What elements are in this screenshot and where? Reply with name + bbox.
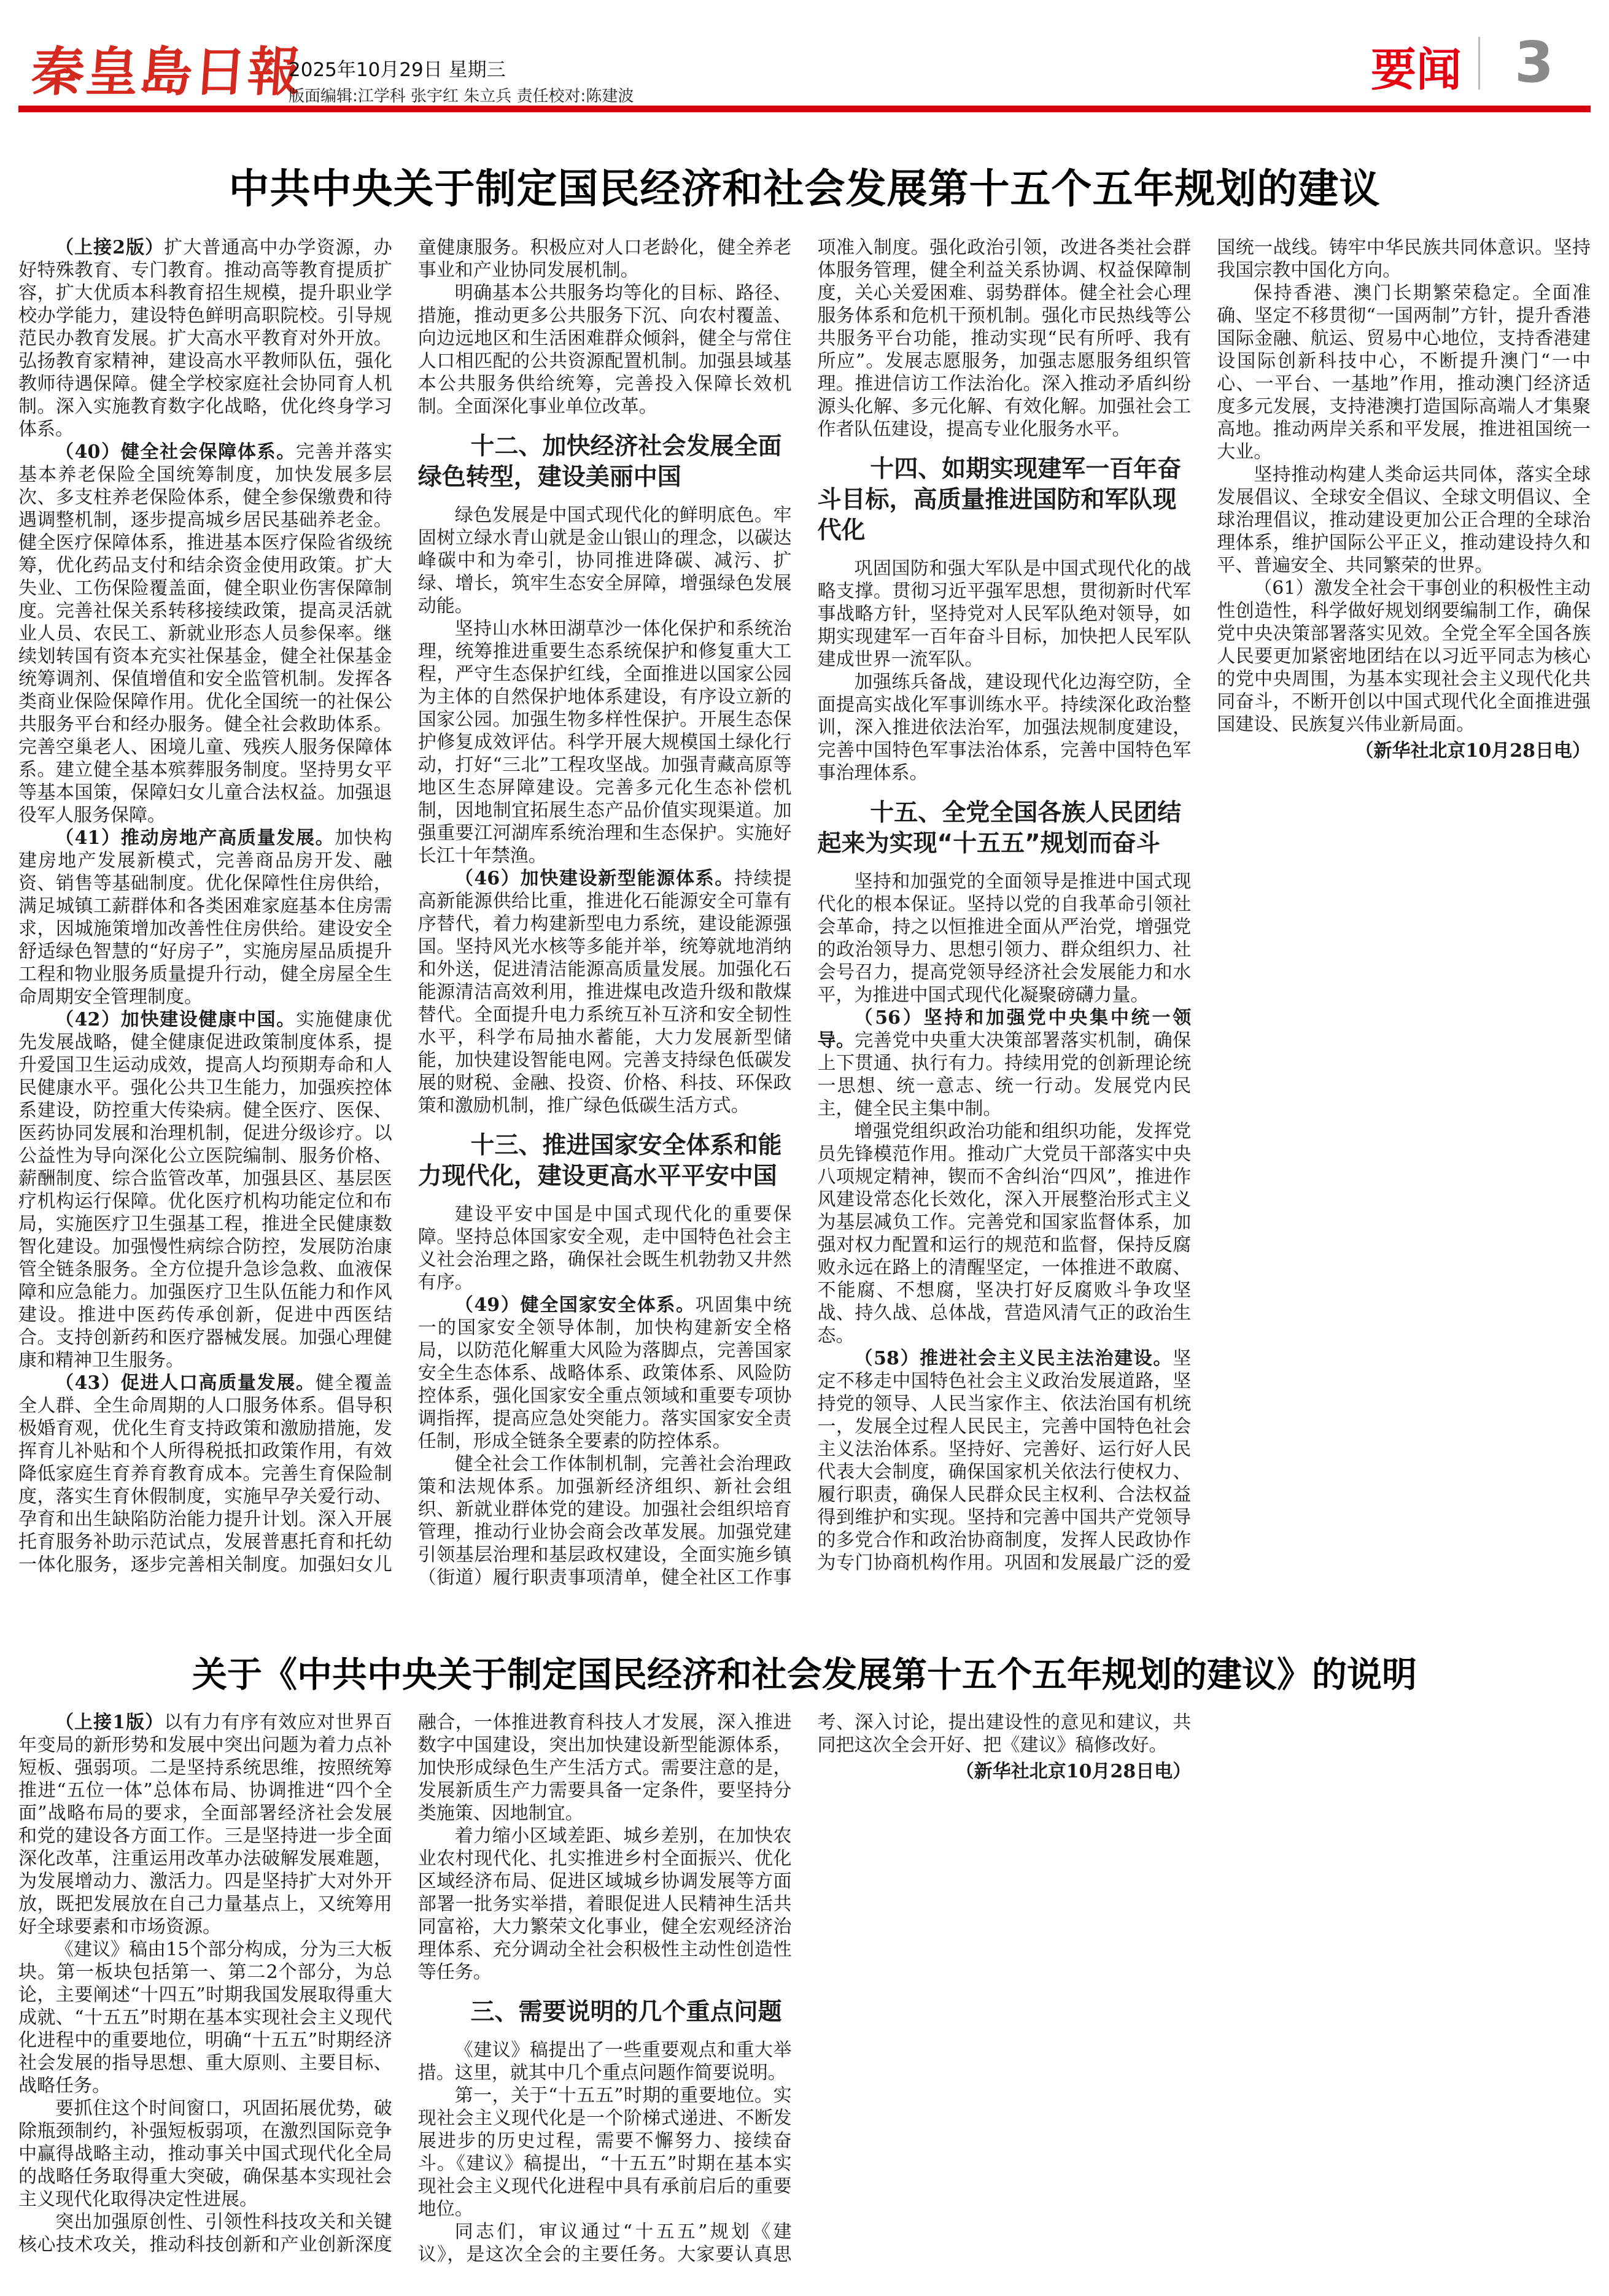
paragraph: 增强党组织政治功能和组织功能，发挥党员先锋模范作用。推动广大党员干部落实中央八项规定精神，锲而不舍纠治“四风”，推进作风建设常态化长效化，深入开展整治形式主义为基层减负工作。完善党和国家监督体系，加强对权力配置和运行的规范和监督，保持反腐败永远在路上的清醒坚定，一体推进不敢腐、不能腐、不想腐，坚决打好反腐败斗争攻坚战、持久战、总体战，营造风清气正的政治生态。 bbox=[817, 1121, 1192, 1347]
paragraph-lead: （43）促进人口高质量发展。 bbox=[55, 1372, 316, 1394]
section-heading: 十二、加快经济社会发展全面绿色转型，建设美丽中国 bbox=[417, 433, 782, 491]
paragraph-lead: （49）健全国家安全体系。 bbox=[454, 1294, 696, 1316]
paragraph: 明确基本公共服务均等化的目标、路径、措施，推动更多公共服务下沉、向农村覆盖、向边远地区和生活困难群众倾斜，健全与常住人口相匹配的公共资源配置机制。加强县域基本公共服务供给统筹，完善投入保障长效机制。全面深化事业单位改革。 bbox=[417, 282, 792, 417]
header-divider bbox=[1478, 37, 1480, 90]
article1-body bbox=[18, 236, 1591, 1590]
paragraph: 坚持山水林田湖草沙一体化保护和系统治理，统筹推进重要生态系统保护和修复重大工程，严守生态保护红线，全面推进以国家公园为主体的自然保护地体系建设，有序设立新的国家公园。加强生物多样性保护。开展生态保护修复成效评估。科学开展大规模国土绿化行动，打好“三北”工程攻坚战。加强青藏高原等地区生态屏障建设。完善多元化生态补偿机制，因地制宜拓展生态产品价值实现渠道。加强重要江河湖库系统治理和生态保护。实施好长江十年禁渔。 bbox=[417, 618, 792, 867]
paragraph-lead: （上接1版） bbox=[55, 1712, 165, 1733]
article2-headline: 关于《中共中央关于制定国民经济和社会发展第十五个五年规划的建议》的说明 bbox=[192, 1654, 1417, 1696]
paragraph-lead: （56）坚持和加强党中央集中统一领导。 bbox=[817, 1007, 1192, 1051]
paragraph: 同志们，审议通过“十五五”规划《建议》，是这次全会的主要任务。大家要认真思考、深入讨论，提出建设性的意见和建议，共同把这次全会开好、把《建议》稿修改好。 bbox=[417, 1712, 1192, 2265]
paragraph: 坚持推动构建人类命运共同体，落实全球发展倡议、全球安全倡议、全球文明倡议、全球治理倡议，推动建设更加公正合理的全球治理体系，维护国际公平正义，推动建设持久和平、普遍安全、共同繁荣的世界。 bbox=[1217, 464, 1591, 576]
article2-body bbox=[18, 1711, 1591, 2271]
section-heading: 十四、如期实现建军一百年奋斗目标，高质量推进国防和军队现代化 bbox=[817, 455, 1182, 544]
paragraph: 绿色发展是中国式现代化的鲜明底色。牢固树立绿水青山就是金山银山的理念，以碳达峰碳中和为牵引，协同推进降碳、减污、扩绿、增长，筑牢生态安全屏障，增强绿色发展动能。 bbox=[417, 504, 792, 617]
paragraph: 第一，关于“十五五”时期的重要地位。实现社会主义现代化是一个阶梯式递进、不断发展进步的历史过程，需要不懈努力、接续奋斗。《建议》稿提出，“十五五”时期在基本实现社会主义现代化进程中具有承前启后的重要地位。 bbox=[417, 2085, 792, 2220]
paragraph-lead: （58）推进社会主义民主法治建设。 bbox=[854, 1348, 1173, 1369]
paragraph: 健全社会工作体制机制，完善社会治理政策和法规体系。加强新经济组织、新社会组织、新就业群体党的建设。加强社会组织培育管理，推动行业协会商会改革发展。加强党建引领基层治理和基层政权建设，全面实施乡镇（街道）履行职责事项清单，健全社区工作事项准入制度。强化政治引领，改进各类社会群体服务管理，健全利益关系协调、权益保障制度，关心关爱困难、弱势群体。健全社会心理服务体系和危机干预机制。强化市民热线等公共服务平台功能，推动实现“民有所呼、我有所应”。发展志愿服务，加强志愿服务组织管理。推进信访工作法治化。深入推动矛盾纠纷源头化解、多元化解、有效化解。加强社会工作者队伍建设，提高专业化服务水平。 bbox=[417, 237, 1192, 1588]
paragraph: （40）健全社会保障体系。完善并落实基本养老保险全国统筹制度，加快发展多层次、多支柱养老保险体系，健全参保缴费和待遇调整机制，逐步提高城乡居民基础养老金。健全医疗保障体系，推进基本医疗保险省级统筹，优化药品支付和结余资金使用政策。扩大失业、工伤保险覆盖面，健全职业伤害保障制度。完善社保关系转移接续政策，提高灵活就业人员、农民工、新就业形态人员参保率。继续划转国有资本充实社保基金，健全社保基金统筹调剂、保值增值和安全监管机制。发挥各类商业保险保障作用。优化全国统一的社保公共服务平台和经办服务。健全社会救助体系。完善空巢老人、困境儿童、残疾人服务保障体系。建立健全基本殡葬服务制度。坚持男女平等基本国策，保障妇女儿童合法权益。加强退役军人服务保障。 bbox=[18, 441, 392, 826]
page-number: 3 bbox=[1514, 29, 1554, 95]
paragraph: 建设平安中国是中国式现代化的重要保障。坚持总体国家安全观，走中国特色社会主义社会治理之路，确保社会既生机勃勃又井然有序。 bbox=[417, 1204, 792, 1293]
section-heading: 十五、全党全国各族人民团结起来为实现“十五五”规划而奋斗 bbox=[817, 799, 1182, 857]
paragraph-lead: （上接2版） bbox=[55, 237, 165, 258]
paragraph: （41）推动房地产高质量发展。加快构建房地产发展新模式，完善商品房开发、融资、销售等基础制度。优化保障性住房供给，满足城镇工薪群体和各类困难家庭基本住房需求，因城施策增加改善性住房供给。建设安全舒适绿色智慧的“好房子”，实施房屋品质提升工程和物业服务质量提升行动，健全房屋全生命周期安全管理制度。 bbox=[18, 827, 392, 1008]
section-heading: 十三、推进国家安全体系和能力现代化，建设更高水平平安中国 bbox=[417, 1132, 782, 1190]
paragraph: 巩固国防和强大军队是中国式现代化的战略支撑。贯彻习近平强军思想，贯彻新时代军事战略方针，坚持党对人民军队绝对领导，如期实现建军一百年奋斗目标，加快把人民军队建成世界一流军队。 bbox=[817, 558, 1192, 670]
section-label: 要闻 bbox=[1371, 44, 1462, 96]
paragraph: （61）激发全社会干事创业的积极性主动性创造性，科学做好规划纲要编制工作，确保党中央决策部署落实见效。全党全军全国各族人民要更加紧密地团结在以习近平同志为核心的党中央周围，为基本实现社会主义现代化共同奋斗，不断开创以中国式现代化全面推进强国建设、民族复兴伟业新局面。 bbox=[1217, 578, 1591, 735]
paragraph: （49）健全国家安全体系。巩固集中统一的国家安全领导体制，加快构建新安全格局，以防范化解重大风险为落脚点，完善国家安全生态体系、战略体系、政策体系、风险防控体系，强化国家安全重点领域和重要专项协调指挥，提高应急处突能力。落实国家安全责任制，形成全链条全要素的防控体系。 bbox=[417, 1294, 792, 1452]
paragraph-lead: （42）加快建设健康中国。 bbox=[55, 1009, 296, 1030]
paragraph: 《建议》稿由15个部分构成，分为三大板块。第一板块包括第一、第二2个部分，为总论，主要阐述“十四五”时期我国发展取得重大成就、“十五五”时期在基本实现社会主义现代化进程中的重要地位，明确“十五五”时期经济社会发展的指导思想、重大原则、主要目标、战略任务。 bbox=[18, 1939, 392, 2097]
paragraph: 保持香港、澳门长期繁荣稳定。全面准确、坚定不移贯彻“一国两制”方针，提升香港国际金融、航运、贸易中心地位，支持香港建设国际创新科技中心，不断提升澳门“一中心、一平台、一基地”作用，推动澳门经济适度多元发展，支持港澳打造国际高端人才集聚高地。推动两岸关系和平发展，推进祖国统一大业。 bbox=[1217, 282, 1591, 463]
paragraph: （43）促进人口高质量发展。健全覆盖全人群、全生命周期的人口服务体系。倡导积极婚育观，优化生育支持政策和激励措施，发挥育儿补贴和个人所得税抵扣政策作用，有效降低家庭生育养育教育成本。完善生育保险制度，落实生育休假制度，实施早孕关爱行动、孕育和出生缺陷防治能力提升计划。深入开展托育服务补助示范试点，发展普惠托育和托幼一体化服务，逐步完善相关制度。加强妇女儿童健康服务。积极应对人口老龄化，健全养老事业和产业协同发展机制。 bbox=[18, 237, 792, 1575]
paragraph: （上接2版）扩大普通高中办学资源，办好特殊教育、专门教育。推动高等教育提质扩容，扩大优质本科教育招生规模，提升职业学校办学能力，建设特色鲜明高职院校。引导规范民办教育发展。扩大高水平教育对外开放。弘扬教育家精神，建设高水平教师队伍，强化教师待遇保障。健全学校家庭社会协同育人机制。深入实施教育数字化战略，优化终身学习体系。 bbox=[18, 237, 392, 440]
paragraph-lead: （46）加快建设新型能源体系。 bbox=[454, 868, 735, 889]
paragraph: （42）加快建设健康中国。实施健康优先发展战略，健全健康促进政策制度体系，提升爱国卫生运动成效，提高人均预期寿命和人民健康水平。强化公共卫生能力，加强疾控体系建设，防控重大传染病。健全医疗、医保、医药协同发展和治理机制，促进分级诊疗。以公益性为导向深化公立医院编制、服务价格、薪酬制度、综合监管改革，加强县区、基层医疗机构运行保障。优化医疗机构功能定位和布局，实施医疗卫生强基工程，推进全民健康数智化建设。加强慢性病综合防控，发展防治康管全链条服务。全方位提升急诊急救、血液保障和应急能力。加强医疗卫生队伍能力和作风建设。推进中医药传承创新，促进中西医结合。支持创新药和医疗器械发展。加强心理健康和精神卫生服务。 bbox=[18, 1009, 392, 1371]
paragraph: （56）坚持和加强党中央集中统一领导。完善党中央重大决策部署落实机制，确保上下贯通、执行有力。持续用党的创新理论统一思想、统一意志、统一行动。发展党内民主，健全民主集中制。 bbox=[817, 1007, 1192, 1119]
newspaper-masthead: 秦皇島日報 bbox=[29, 41, 304, 103]
paragraph: （46）加快建设新型能源体系。持续提高新能源供给比重，推进化石能源安全可靠有序替代，着力构建新型电力系统，建设能源强国。坚持风光水核等多能并举，统筹就地消纳和外送，促进清洁能源高质量发展。加强化石能源清洁高效利用，推进煤电改造升级和散煤替代。全面提升电力系统互补互济和安全韧性水平，科学布局抽水蓄能，大力发展新型储能，加快建设智能电网。完善支持绿色低碳发展的财税、金融、投资、价格、科技、环保政策和激励机制，推广绿色低碳生活方式。 bbox=[417, 868, 792, 1116]
section-heading: 三、需要说明的几个重点问题 bbox=[470, 1998, 782, 2026]
article1-headline: 中共中央关于制定国民经济和社会发展第十五个五年规划的建议 bbox=[228, 165, 1381, 213]
red-rule bbox=[18, 106, 1591, 112]
xinhua-attribution: （新华社北京10月28日电） bbox=[955, 1761, 1192, 1782]
date-line: 2025年10月29日 星期三 bbox=[289, 59, 506, 81]
paragraph: （上接1版）以有力有序有效应对世界百年变局的新形势和发展中突出问题为着力点补短板、强弱项。二是坚持系统思维，按照统筹推进“五位一体”总体布局、协调推进“四个全面”战略布局的要求，全面部署经济社会发展和党的建设各方面工作。三是坚持进一步全面深化改革，注重运用改革办法破解发展难题，为发展增动力、激活力。四是坚持扩大对外开放，既把发展放在自己力量基点上，又统筹用好全球要素和市场资源。 bbox=[18, 1712, 392, 1938]
paragraph: 坚持和加强党的全面领导是推进中国式现代化的根本保证。坚持以党的自我革命引领社会革命，持之以恒推进全面从严治党，增强党的政治领导力、思想引领力、群众组织力、社会号召力，提高党领导经济社会发展能力和水平，为推进中国式现代化凝聚磅礴力量。 bbox=[817, 871, 1192, 1006]
paragraph-lead: （40）健全社会保障体系。 bbox=[55, 441, 296, 463]
xinhua-attribution: （新华社北京10月28日电） bbox=[1355, 740, 1591, 762]
paragraph: 着力缩小区域差距、城乡差别，在加快农业农村现代化、扎实推进乡村全面振兴、优化区域经济布局、促进区域城乡协调发展等方面部署一批务实举措，着眼促进人民精神生活共同富裕，大力繁荣文化事业，健全宏观经济治理体系、充分调动全社会积极性主动性创造性等任务。 bbox=[417, 1825, 792, 1983]
paragraph: 突出加强原创性、引领性科技攻关和关键核心技术攻关，推动科技创新和产业创新深度融合，一体推进教育科技人才发展，深入推进数字中国建设，突出加快建设新型能源体系，加快形成绿色生产生活方式。需要注意的是，发展新质生产力需要具备一定条件，要坚持分类施策、因地制宜。 bbox=[18, 1712, 792, 2255]
paragraph-lead: （41）推动房地产高质量发展。 bbox=[55, 827, 335, 849]
paragraph: 加强练兵备战，建设现代化边海空防，全面提高实战化军事训练水平。持续深化政治整训，深入推进依法治军，加强法规制度建设，完善中国特色军事法治体系，完善中国特色军事治理体系。 bbox=[817, 671, 1192, 784]
paragraph: 《建议》稿提出了一些重要观点和重大举措。这里，就其中几个重点问题作简要说明。 bbox=[417, 2039, 792, 2084]
edition-editors-line: 版面编辑:江学科 张宇红 朱立兵 责任校对:陈建波 bbox=[289, 87, 634, 106]
paragraph: （58）推进社会主义民主法治建设。坚定不移走中国特色社会主义政治发展道路，坚持党的领导、人民当家作主、依法治国有机统一，发展全过程人民民主，完善中国特色社会主义法治体系。坚持好、完善好、运行好人民代表大会制度，确保国家机关依法行使权力、履行职责，确保人民群众民主权利、合法权益得到维护和实现。坚持和完善中国共产党领导的多党合作和政治协商制度，发挥人民政协作为专门协商机构作用。巩固和发展最广泛的爱国统一战线。铸牢中华民族共同体意识。坚持我国宗教中国化方向。 bbox=[817, 237, 1591, 1574]
paragraph: 要抓住这个时间窗口，巩固拓展优势，破除瓶颈制约，补强短板弱项，在激烈国际竞争中赢得战略主动，推动事关中国式现代化全局的战略任务取得重大突破，确保基本实现社会主义现代化取得决定性进展。 bbox=[18, 2098, 392, 2210]
